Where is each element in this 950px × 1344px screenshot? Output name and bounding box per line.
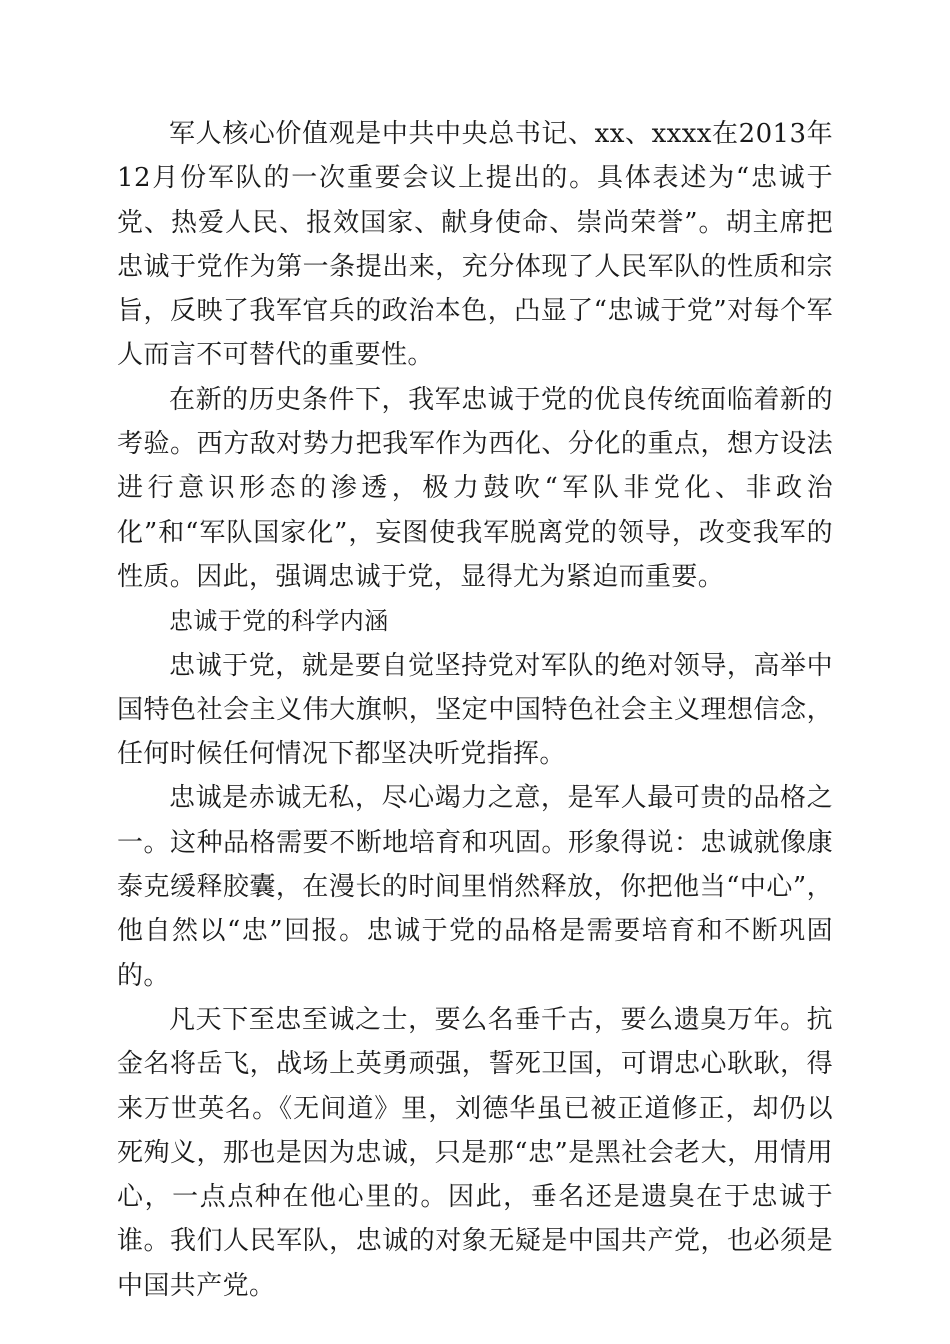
paragraph-core-values: 军人核心价值观是中共中央总书记、xx、xxxx在2013年12月份军队的一次重要会议上提出的。具体表述为“忠诚于党、热爱人民、报效国家、献身使命、崇尚荣誉”。胡主席把忠诚于党作为第一条提出来，充分体现了人民军队的性质和宗旨，反映了我军官兵的政治本色，凸显了“忠诚于党”对每个军人而言不可替代的重要性。 [117, 119, 833, 371]
section-heading: 忠诚于党的科学内涵 [169, 607, 389, 636]
paragraph-loyalty-character: 忠诚是赤诚无私，尽心竭力之意，是军人最可贵的品格之一。这种品格需要不断地培育和巩固。形象得说：忠诚就像康泰克缓释胶囊，在漫长的时间里悄然释放，你把他当“中心”，他自然以“忠”回报。忠诚于党的品格是需要培育和不断巩固的。 [117, 783, 833, 991]
paragraph-new-conditions: 在新的历史条件下，我军忠诚于党的优良传统面临着新的考验。西方敌对势力把我军作为西化、分化的重点，想方设法进行意识形态的渗透，极力鼓吹“军队非党化、非政治化”和“军队国家化”，妄图使我军脱离党的领导，改变我军的性质。因此，强调忠诚于党，显得尤为紧迫而重要。 [117, 384, 833, 592]
paragraph-loyalty-examples: 凡天下至忠至诚之士，要么名垂千古，要么遗臭万年。抗金名将岳飞，战场上英勇顽强，誓死卫国，可谓忠心耿耿，得来万世英名。《无间道》里，刘德华虽已被正道修正，却仍以死殉义，那也是因为忠诚，只是那“忠”是黑社会老大，用情用心，一点点种在他心里的。因此，垂名还是遗臭在于忠诚于谁。我们人民军队，忠诚的对象无疑是中国共产党，也必须是中国共产党。 [117, 1004, 833, 1301]
document-body [117, 112, 833, 1308]
paragraph-definition: 忠诚于党，就是要自觉坚持党对军队的绝对领导，高举中国特色社会主义伟大旗帜，坚定中国特色社会主义理想信念，任何时候任何情况下都坚决听党指挥。 [117, 650, 833, 770]
